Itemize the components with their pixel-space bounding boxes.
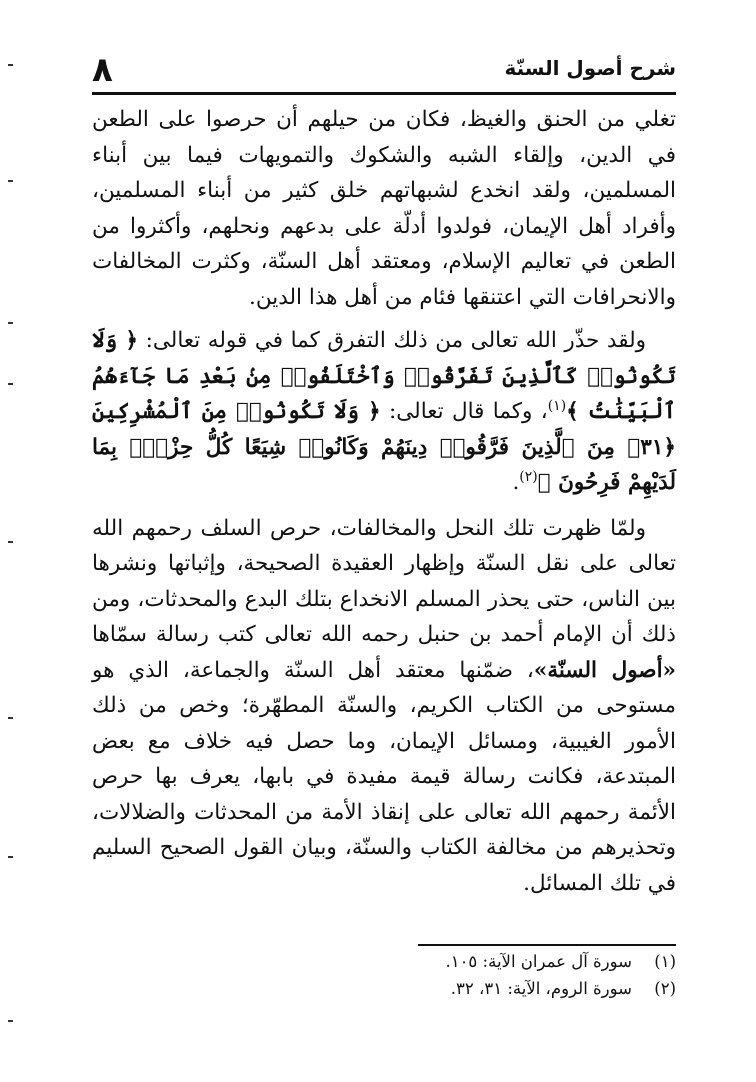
footnote-number: (٢) <box>654 979 676 998</box>
paragraph-text: ولمّا ظهرت تلك النحل والمخالفات، حرص السلف رحمهم الله تعالى على نقل السنّة وإظهار العقيدة الصحيحة، وإثباتها ونشرها بين الناس، حتى يحذر المسلم الانخداع بتلك البدع والمحدثات، ومن ذلك أن الإمام أحمد بن حنبل رحمه الله تعالى كتب رسالة سمّاها <box>92 515 676 647</box>
page-header <box>92 52 676 92</box>
footnote-text: سورة آل عمران الآية: ١٠٥. <box>445 952 632 971</box>
quran-verse: ﴿ وَلَا تَكُونُوا۟ كَٱلَّذِينَ تَفَرَّقُوا۟ وَٱخْتَلَفُوا۟ مِنۢ بَعْدِ مَا جَآءَهُمُ ٱلْبَيِّنَٰتُ ﴾ <box>92 328 676 424</box>
footnote-rule <box>418 944 676 946</box>
footnote-number: (١) <box>654 952 676 971</box>
paragraph: تغلي من الحنق والغيظ، فكان من حيلهم أن حرصوا على الطعن في الدين، وإلقاء الشبه والشكوك والتمويهات فيما بين أبناء المسلمين، ولقد انخدع لشبهاتهم خلق كثير من أبناء المسلمين، وأفراد أهل الإيمان، فولدوا أدلّة على بدعهم ونحلهم، وأكثروا من الطعن في تعاليم الإسلام، ومعتقد أهل السنّة، وكثرت المخالفات والانحرافات التي اعتنقها فئام من أهل هذا الدين. <box>92 107 676 310</box>
paragraph-quran-citation <box>92 323 676 501</box>
margin-mark <box>8 383 13 385</box>
paragraph <box>92 511 676 902</box>
page-number: ٨ <box>92 50 113 90</box>
quran-verse: ﴿ وَلَا تَكُونُوا۟ مِنَ ٱلْمُشْرِكِينَ ﴿٣١﴾ مِنَ ٱلَّذِينَ فَرَّقُوا۟ دِينَهُمْ وَكَانُوا۟ شِيَعًا كُلُّ حِزْبٍۭ بِمَا لَدَيْهِمْ فَرِحُونَ ﴾ <box>92 399 676 495</box>
margin-mark <box>8 856 13 858</box>
paragraph-text: ، وكما قال تعالى: <box>389 399 548 424</box>
footnotes <box>92 948 676 1002</box>
margin-mark <box>8 717 13 719</box>
paragraph-text: . <box>512 470 520 495</box>
margin-mark <box>8 64 13 66</box>
paragraph-text: ولقد حذّر الله تعالى من ذلك التفرق كما في قوله تعالى: <box>145 328 647 353</box>
paragraph-text: ، ضمّنها معتقد أهل السنّة والجماعة، الذي هو مستوحى من الكتاب الكريم، والسنّة المطهّرة؛ وخص من ذلك الأمور الغيبية، ومسائل الإيمان، وما حصل فيه خلاف مع بعض المبتدعة، فكانت رسالة قيمة مفيدة في بابها، يعرف بها حرص الأئمة رحمهم الله تعالى على إنقاذ الأمة من المحدثات والضلالات، وتحذيرهم من مخالفة الكتاب والسنّة، وبيان القول الصحيح السليم في تلك المسائل. <box>92 657 676 896</box>
footnote <box>92 948 676 975</box>
scan-margin-marks <box>0 0 20 1082</box>
running-title: شرح أصول السنّة <box>504 56 676 80</box>
margin-mark <box>8 322 13 324</box>
footnote-ref: (١) <box>547 397 567 414</box>
footnote-ref: (٢) <box>519 468 538 485</box>
header-rule <box>92 92 676 95</box>
margin-mark <box>8 1020 13 1022</box>
margin-mark <box>8 541 13 543</box>
footnote-text: سورة الروم، الآية: ٣١، ٣٢. <box>450 979 632 998</box>
main-text <box>92 102 676 901</box>
book-title: «أصول السنّة» <box>533 657 676 683</box>
margin-mark <box>8 180 13 182</box>
footnote <box>92 975 676 1002</box>
